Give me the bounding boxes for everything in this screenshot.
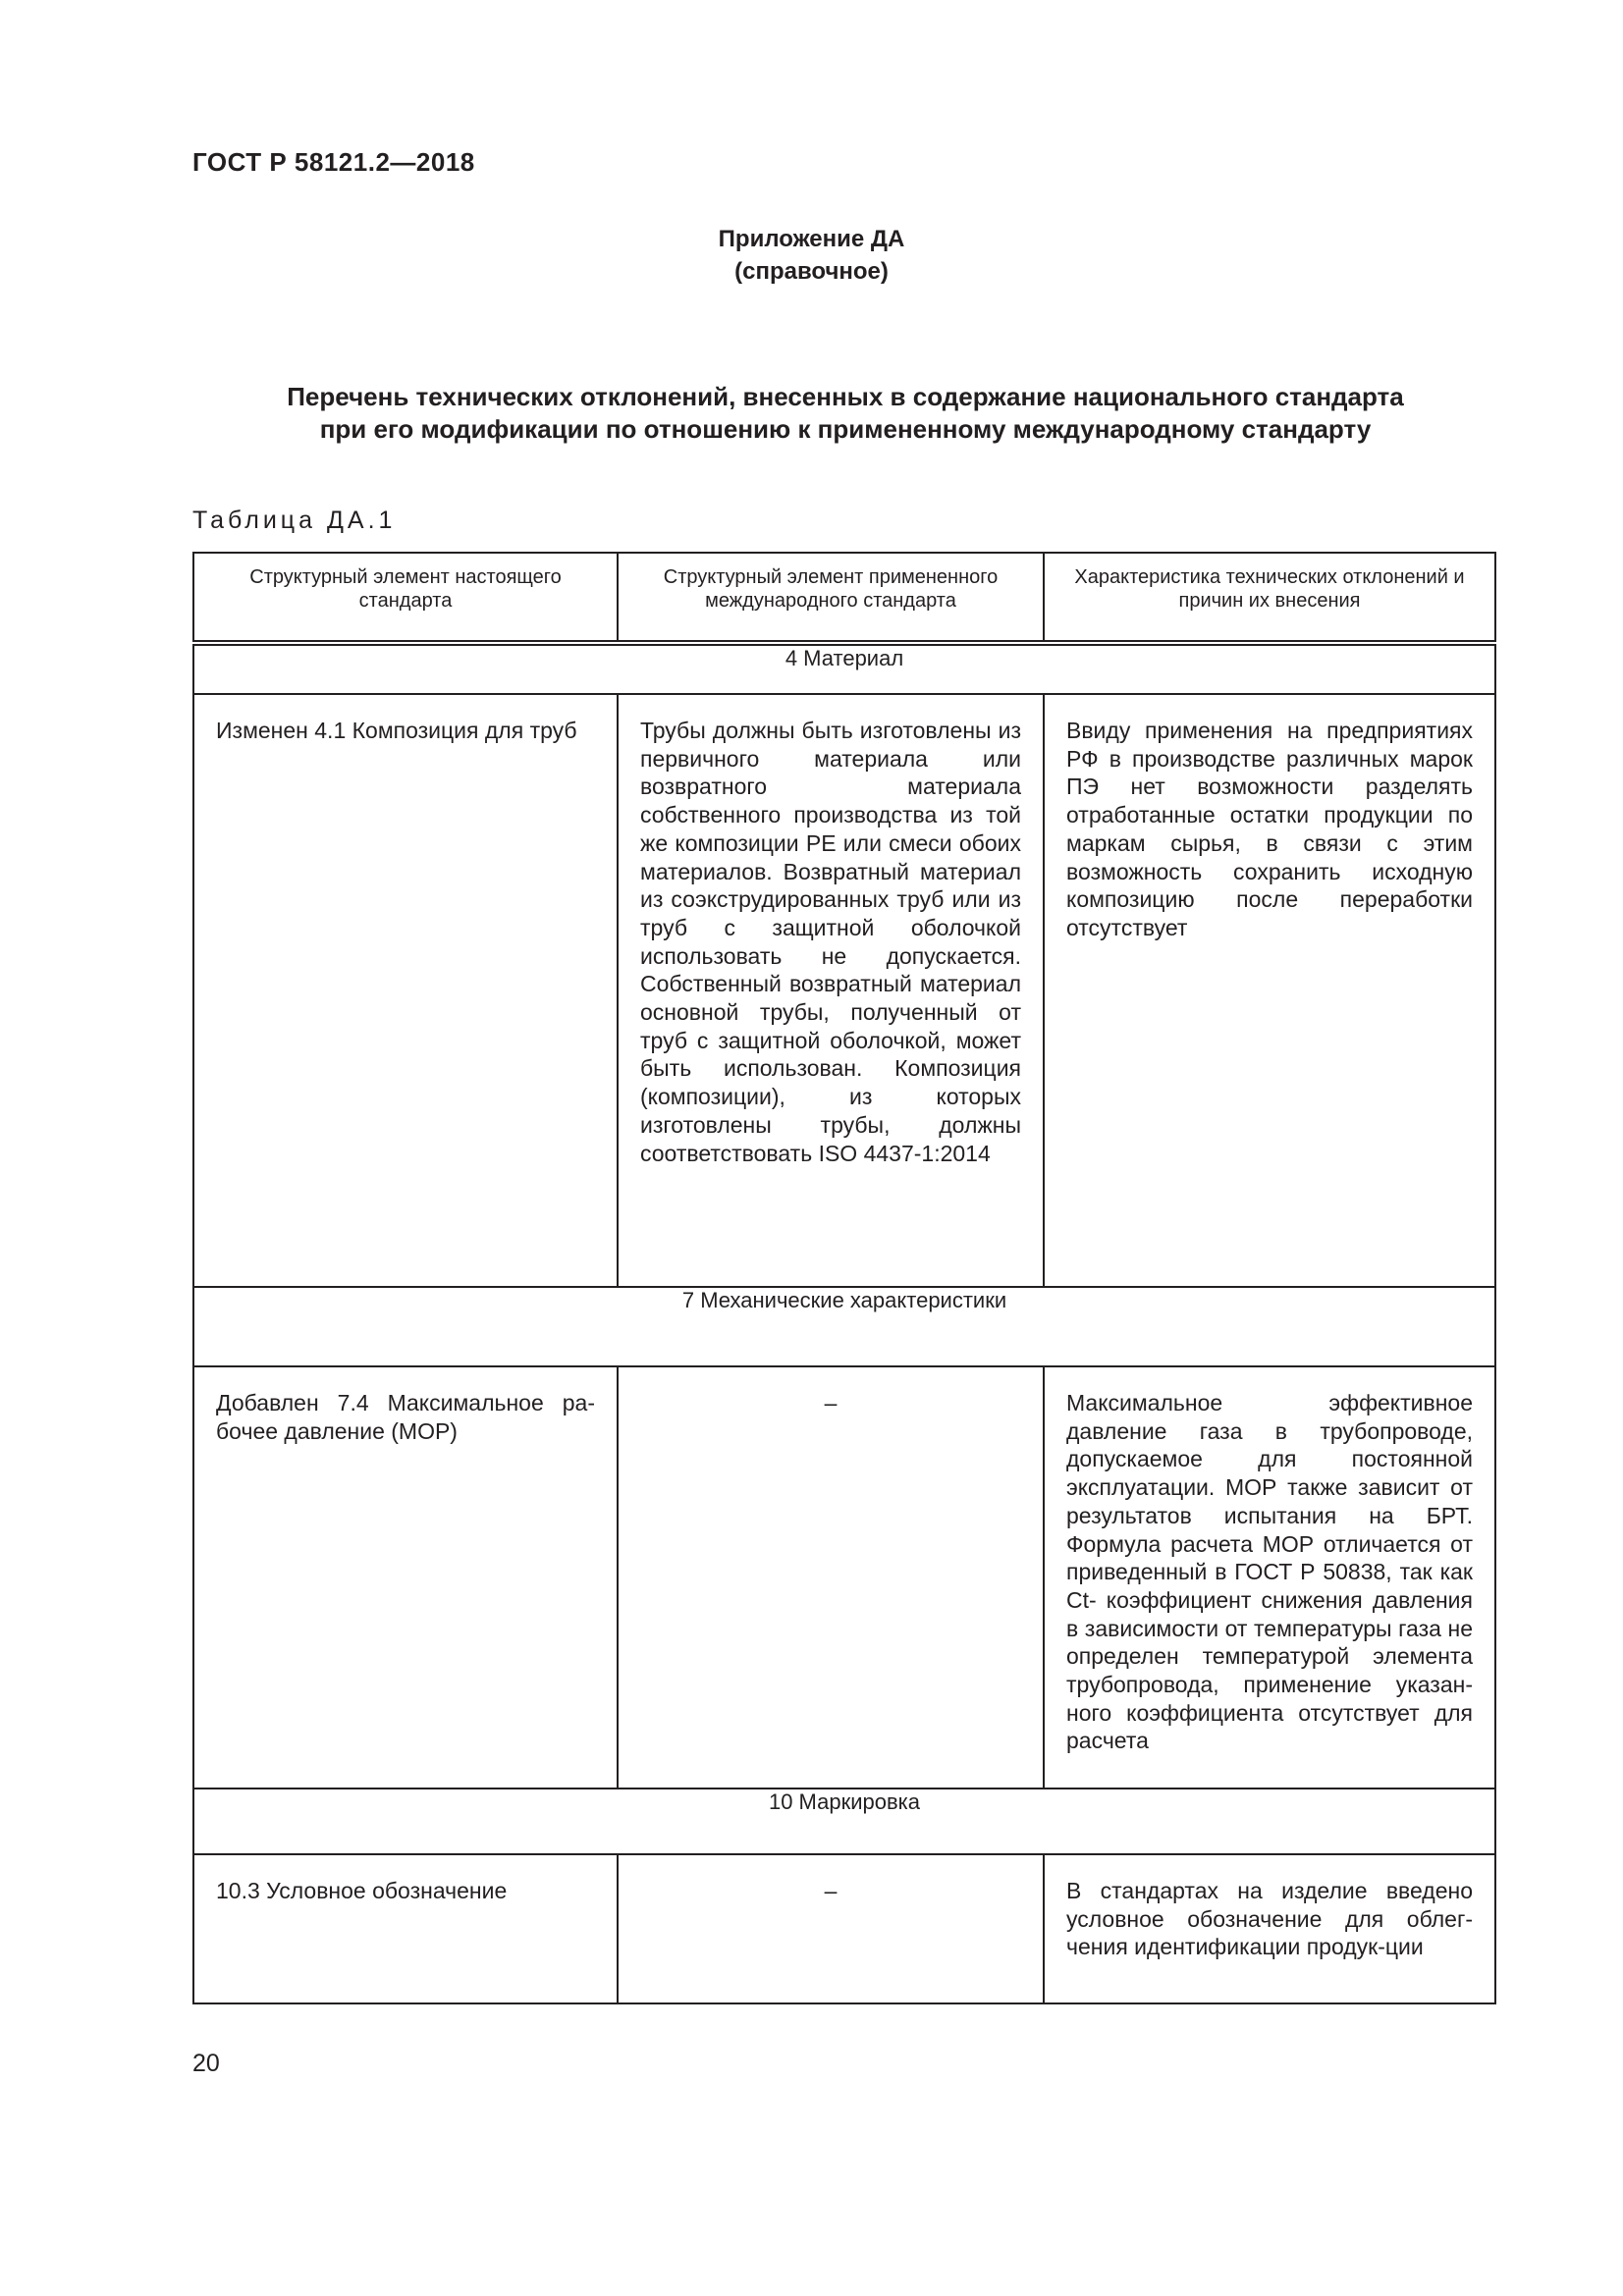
document-id: ГОСТ Р 58121.2—2018 — [192, 147, 475, 177]
cell-element: 10.3 Условное обозначение — [193, 1854, 618, 2003]
deviations-table — [192, 552, 1496, 2004]
annex-kind: (справочное) — [734, 258, 889, 285]
column-header: Структурный элемент примененного международного стандарта — [618, 553, 1044, 643]
table-header-row — [193, 553, 1495, 643]
cell-international: – — [618, 1854, 1044, 2003]
page-number: 20 — [192, 2050, 220, 2077]
annex-heading — [192, 381, 1498, 446]
section-row — [193, 1789, 1495, 1854]
cell-international: Трубы должны быть изготовлены из первичного материала или возвратного материала собственного производства из той же композиции PE или смеси обоих материалов. Возвратный материал из соэкструдированных труб или из труб с защитной оболочкой использовать не допускается. Собственный возвратный материал основной трубы, полученный от труб с защитной оболочкой, может быть использован. Композиция (композиции), из которых изготовлены трубы, должны соответствовать ISO 4437-1:2014 — [618, 694, 1044, 1287]
annex-title: Приложение ДА — [718, 226, 905, 252]
column-header: Структурный элемент настоящего стандарта — [193, 553, 618, 643]
section-row — [193, 643, 1495, 694]
annex-heading-line: при его модификации по отношению к примененному международному стандарту — [319, 414, 1372, 444]
table-row — [193, 1366, 1495, 1789]
annex-heading-line: Перечень технических отклонений, внесенных в содержание национального стандарта — [287, 382, 1404, 411]
cell-element: Изменен 4.1 Композиция для труб — [193, 694, 618, 1287]
section-title: 7 Механические характеристики — [193, 1287, 1495, 1366]
cell-description: Максимальное эффективное давление газа в трубопроводе, допускаемое для постоянной эксплуатации. МОР также зависит от результатов испытания на БРТ. Формула расчета МОР отличается от приведенный в ГОСТ Р 50838, так как Ct- коэффициент снижения давления в зависимости от температуры газа не определен температурой элемента трубопровода, применение указан-ного коэффициента отсутствует для расчета — [1044, 1366, 1495, 1789]
cell-element: Добавлен 7.4 Максимальное ра-бочее давление (МОР) — [193, 1366, 618, 1789]
table-row — [193, 1854, 1495, 2003]
cell-description: Ввиду применения на предприятиях РФ в производстве различных марок ПЭ нет возможности разделять отработанные остатки продукции по маркам сырья, в связи с этим возможность сохранить исходную композицию после переработки отсутствует — [1044, 694, 1495, 1287]
section-row — [193, 1287, 1495, 1366]
table-row — [193, 694, 1495, 1287]
table-caption: Таблица ДА.1 — [192, 507, 397, 534]
cell-description: В стандартах на изделие введено условное обозначение для облег-чения идентификации продук-ции — [1044, 1854, 1495, 2003]
column-header: Характеристика технических отклонений и причин их внесения — [1044, 553, 1495, 643]
section-title: 10 Маркировка — [193, 1789, 1495, 1854]
section-title: 4 Материал — [193, 643, 1495, 694]
cell-international: – — [618, 1366, 1044, 1789]
